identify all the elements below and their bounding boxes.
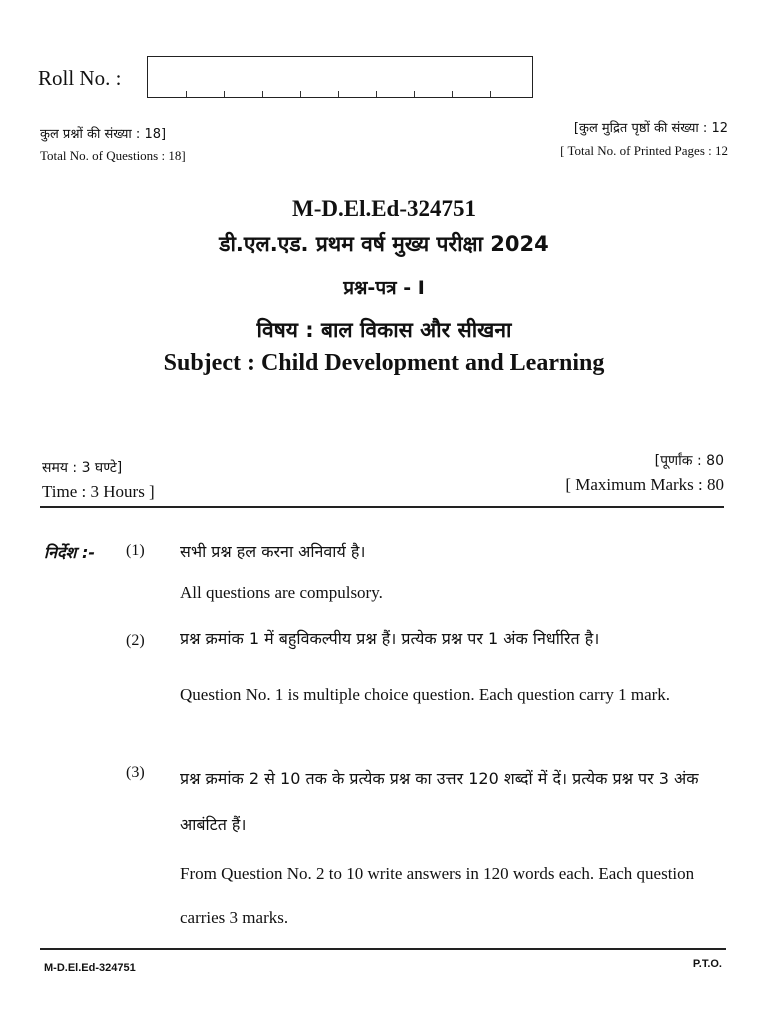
total-pages-english: [ Total No. of Printed Pages : 12: [560, 143, 728, 158]
instruction-1-hindi: सभी प्रश्न हल करना अनिवार्य है।: [180, 542, 366, 561]
instruction-2-hindi: प्रश्न क्रमांक 1 में बहुविकल्पीय प्रश्न हैं। प्रत्येक प्रश्न पर 1 अंक निर्धारित है।: [180, 629, 600, 648]
total-pages-hindi: [कुल मुद्रित पृष्ठों की संख्या : 12: [573, 121, 728, 136]
time-english: Time : 3 Hours ]: [42, 482, 155, 501]
exam-title-hindi: डी.एल.एड. प्रथम वर्ष मुख्य परीक्षा 2024: [219, 232, 549, 256]
roll-no-label: Roll No. :: [38, 66, 122, 90]
instruction-3-hindi: प्रश्न क्रमांक 2 से 10 तक के प्रत्येक प्रश्न का उत्तर 120 शब्दों में दें। प्रत्येक प्रश्न पर 3 अंक आबंटित हैं।: [180, 769, 699, 834]
instruction-3-english: From Question No. 2 to 10 write answers in 120 words each. Each question carries 3 marks.: [180, 864, 695, 927]
instructions-heading: निर्देश :-: [44, 543, 96, 562]
max-marks-english: [ Maximum Marks : 80: [565, 475, 724, 494]
instruction-1-english: All questions are compulsory.: [180, 583, 383, 602]
time-hindi: समय : 3 घण्टे]: [42, 460, 123, 476]
instruction-number: (1): [126, 542, 145, 559]
footer-paper-code: M-D.El.Ed-324751: [44, 962, 136, 974]
please-turn-over: P.T.O.: [692, 958, 722, 970]
total-questions-english: Total No. of Questions : 18]: [40, 148, 186, 163]
header-divider: [40, 506, 724, 508]
subject-hindi: विषय : बाल विकास और सीखना: [256, 318, 512, 342]
paper-number-hindi: प्रश्न-पत्र - I: [343, 277, 425, 299]
instruction-number: (3): [126, 764, 145, 781]
footer-divider: [40, 948, 726, 950]
instruction-2-english: Question No. 1 is multiple choice question. Each question carry 1 mark.: [180, 685, 671, 704]
paper-code: M-D.El.Ed-324751: [292, 196, 476, 221]
roll-no-field[interactable]: [147, 56, 533, 98]
instruction-number: (2): [126, 632, 145, 649]
max-marks-hindi: [पूर्णांक : 80: [654, 453, 724, 469]
subject-english: Subject : Child Development and Learning: [163, 350, 605, 376]
total-questions-hindi: कुल प्रश्नों की संख्या : 18]: [40, 127, 167, 142]
